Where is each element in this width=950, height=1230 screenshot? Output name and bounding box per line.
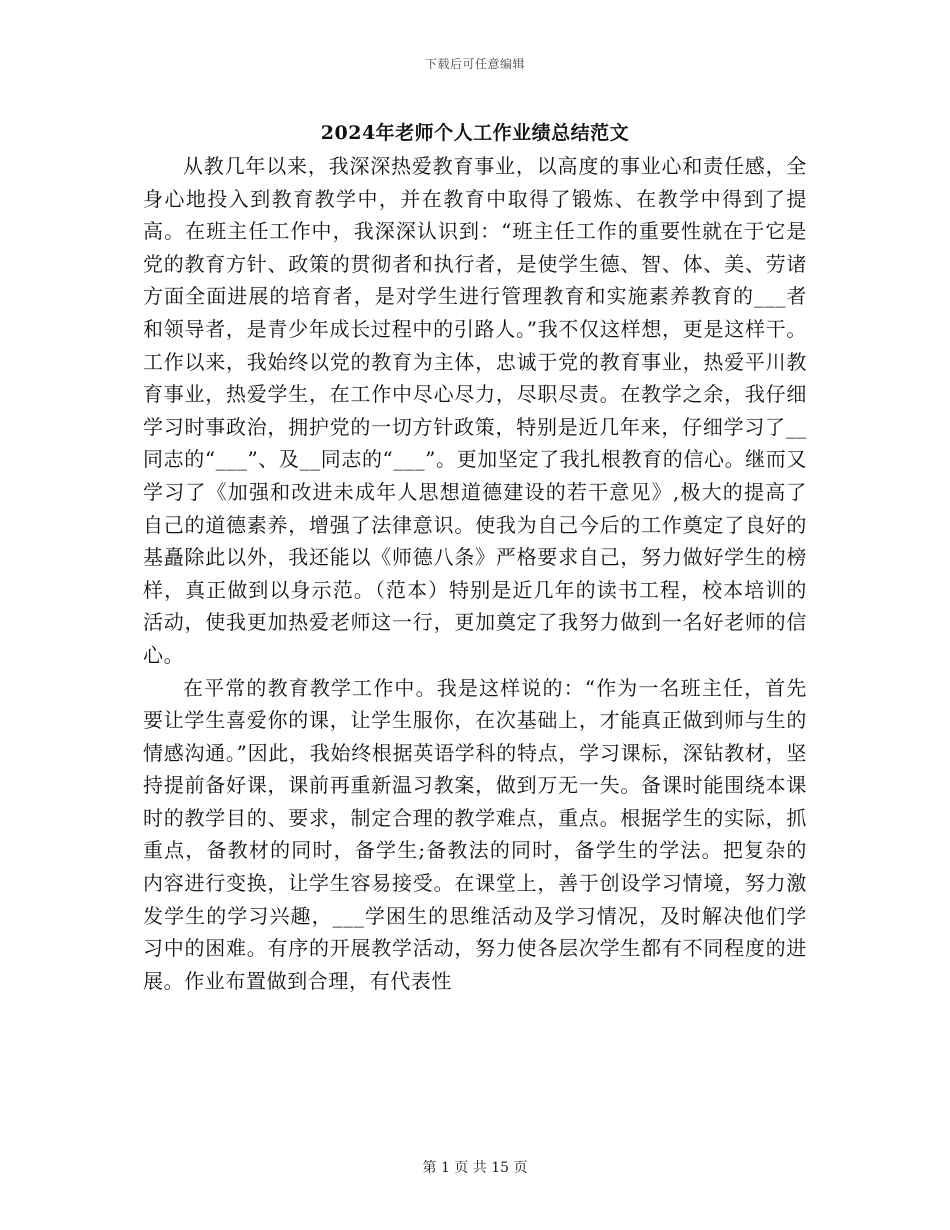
paragraph-1: 从教几年以来，我深深热爱教育事业，以高度的事业心和责任感，全身心地投入到教育教学中，并在教育中取得了锻炼、在教学中得到了提高。在班主任工作中，我深深认识到：“班主任工作的重要性就在于它是党的教育方针、政策的贯彻者和执行者，是使学生德、智、体、美、劳诸方面全面进展的培育者，是对学生进行管理教育和实施素养教育的___者和领导者，是青少年成长过程中的引路人。”我不仅这样想，更是这样干。工作以来，我始终以党的教育为主体，忠诚于党的教育事业，热爱平川教育事业，热爱学生，在工作中尽心尽力，尽职尽责。在教学之余，我仔细学习时事政治，拥护党的一切方针政策，特别是近几年来，仔细学习了__同志的“___”、及__同志的“___”。更加坚定了我扎根教育的信心。继而又学习了《加强和改进未成年人思想道德建设的若干意见》,极大的提高了自己的道德素养，增强了法律意识。使我为自己今后的工作奠定了良好的基矗除此以外，我还能以《师德八条》严格要求自己，努力做好学生的榜样，真正做到以身示范。（范本）特别是近几年的读书工程，校本培训的活动，使我更加热爱老师这一行，更加奠定了我努力做到一名好老师的信心。 [143,154,807,667]
header-note: 下载后可任意编辑 [424,57,525,71]
document-body [143,150,807,997]
page-footer: 第 1 页 共 15 页 [422,1160,528,1176]
document-title: 2024年老师个人工作业绩总结范文 [320,122,630,144]
paragraph-2: 在平常的教育教学工作中。我是这样说的：“作为一名班主任，首先要让学生喜爱你的课，让学生服你，在次基础上，才能真正做到师与生的情感沟通。”因此，我始终根据英语学科的特点，学习课标，深钻教材，坚持提前备好课，课前再重新温习教案，做到万无一失。备课时能围绕本课时的教学目的、要求，制定合理的教学难点，重点。根据学生的实际，抓重点，备教材的同时，备学生;备教法的同时，备学生的学法。把复杂的内容进行变换，让学生容易接受。在课堂上，善于创设学习情境，努力激发学生的学习兴趣，___学困生的思维活动及学习情况，及时解决他们学习中的困难。有序的开展教学活动，努力使各层次学生都有不同程度的进展。作业布置做到合理，有代表性 [143,675,807,993]
